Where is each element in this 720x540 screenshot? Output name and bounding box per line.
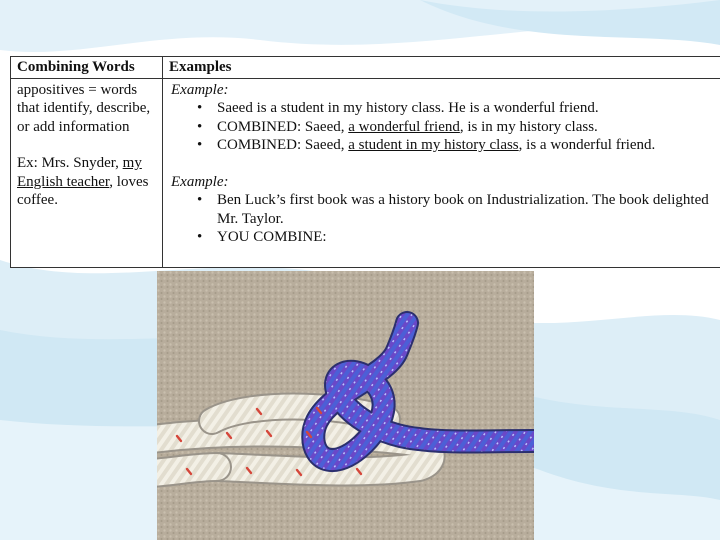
header-combining-words: Combining Words bbox=[11, 57, 163, 79]
header-examples: Examples bbox=[163, 57, 720, 79]
combined-suffix: , is a wonderful friend. bbox=[518, 137, 656, 153]
example-list-2 bbox=[171, 191, 713, 247]
combining-words-table bbox=[10, 56, 720, 268]
sample-prefix: Ex: Mrs. Snyder, bbox=[17, 155, 123, 171]
combined-suffix: , is in my history class. bbox=[459, 118, 598, 135]
table-row bbox=[11, 78, 720, 267]
list-item bbox=[217, 136, 713, 155]
combined-appositive: a wonderful friend bbox=[348, 118, 460, 135]
appositive-definition: appositives = words that identify, describe, or add information bbox=[17, 81, 151, 135]
appositive-sample bbox=[17, 154, 156, 210]
knot-photo bbox=[157, 271, 534, 540]
example-list-1 bbox=[171, 99, 713, 155]
definition-cell bbox=[11, 78, 163, 267]
sample-suffix: , loves coffee. bbox=[17, 173, 149, 208]
list-item: • YOU COMBINE: bbox=[217, 228, 713, 247]
header-row bbox=[11, 57, 720, 79]
examples-cell bbox=[163, 78, 720, 267]
example-label-2: Example: bbox=[171, 173, 229, 190]
list-item: • Ben Luck’s first book was a history book on Industrialization. The book delighted Mr. Taylor. bbox=[217, 191, 713, 228]
sample-appositive: my English teacher bbox=[17, 155, 142, 190]
combined-prefix: COMBINED: Saeed, bbox=[217, 137, 349, 153]
example-label-1: Example: bbox=[171, 81, 229, 98]
appositives-table bbox=[10, 56, 720, 268]
combined-appositive: a student in my history class bbox=[348, 137, 519, 153]
list-item: • Saeed is a student in my history class. He is a wonderful friend. bbox=[217, 99, 713, 118]
table-row-cut bbox=[11, 267, 720, 268]
list-item bbox=[217, 118, 713, 137]
combined-prefix: COMBINED: Saeed, bbox=[217, 118, 349, 135]
